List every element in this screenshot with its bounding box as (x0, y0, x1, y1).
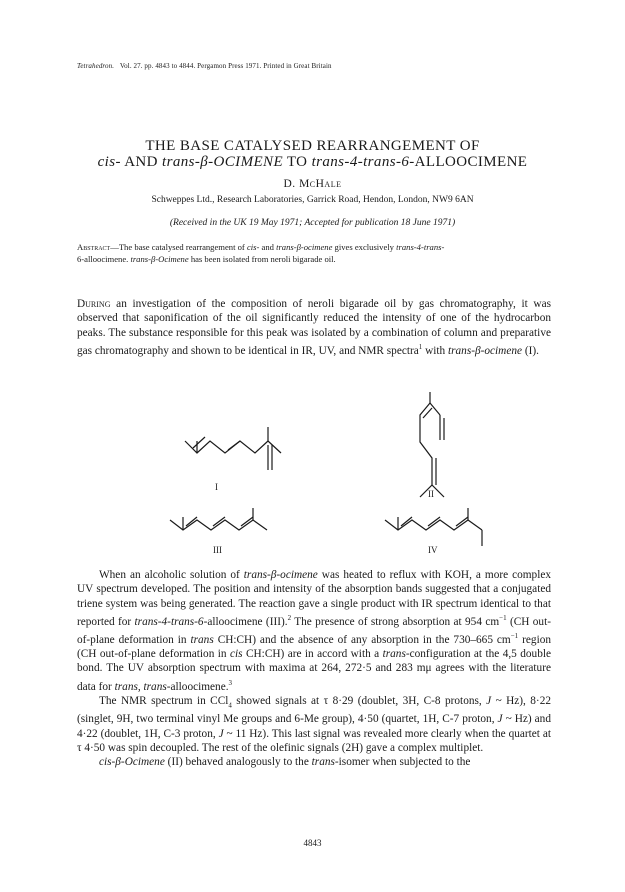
reference-superscript: 3 (228, 678, 233, 687)
author-affiliation: Schweppes Ltd., Research Laboratories, Garrick Road, Hendon, London, NW9 6AN (151, 195, 474, 205)
abstract-text: and (259, 242, 277, 252)
paragraph-italic: trans (190, 633, 214, 646)
abstract-heading: Abstract (77, 242, 111, 252)
journal-citation (77, 62, 332, 70)
subscript: 4 (228, 700, 232, 709)
paragraph-italic: cis (230, 648, 243, 661)
paragraph-text: alloocimene (III). (207, 615, 288, 628)
abstract-cis: cis- (246, 242, 260, 252)
abstract-text: 6-alloocimene. (77, 254, 131, 264)
title-line-2 (40, 154, 585, 171)
structure-II (420, 392, 444, 497)
paragraph-text: with (422, 344, 448, 357)
paragraph-text: region (CH out-of-plane deformation in (77, 633, 552, 661)
author-surname: McHale (299, 178, 342, 190)
abstract (77, 241, 551, 265)
paragraph-text: ~ Hz) and 4·22 (doublet, 1H, C-3 proton, (77, 713, 551, 740)
journal-name: Tetrahedron. (77, 62, 115, 70)
paragraph-italic: trans-4-trans-6- (134, 615, 208, 628)
journal-details: Vol. 27. pp. 4843 to 4844. Pergamon Press 1971. Printed in Great Britain (119, 62, 332, 70)
label-II: II (428, 489, 434, 499)
abstract-text: —The base catalysed rearrangement of (110, 242, 247, 252)
paragraph-text: ~ 11 Hz). This last signal was revealed more clearly when the quartet at τ 4·50 was spin decoupled. The rest of the olefinic signals (2H) gave a complex multiplet. (77, 727, 551, 754)
title-and: AND (120, 154, 163, 170)
abstract-text: gives exclusively (332, 242, 397, 252)
paragraph-italic: J (218, 727, 224, 740)
structure-III (170, 508, 267, 530)
unit-superscript: −1 (510, 631, 519, 640)
paragraph-text: was heated to reflux with KOH, a more complex UV spectrum developed. The position and intensity of the absorption bands suggested that a conjugated triene system was being generated. The reaction gave a single product with IR spectrum identical to that reported for (77, 569, 552, 628)
paragraph-text: -alloocimene. (166, 680, 229, 693)
paragraph-text: The presence of strong absorption at 954 cm (291, 615, 500, 628)
paragraph-italic: cis-β-Ocimene (99, 756, 165, 769)
paragraph-text: showed signals at τ 8·29 (doublet, 3H, C-8 protons, (231, 694, 487, 707)
title-trans-trans: trans-4-trans-6- (311, 154, 415, 170)
label-I: I (215, 482, 218, 492)
abstract-product: trans-4-trans- (396, 242, 445, 252)
paragraph-text: (II) behaved analogously to the (164, 756, 312, 769)
paragraph-italic: J (497, 713, 503, 726)
reference-superscript: 2 (287, 613, 292, 622)
paragraph-text: (I). (522, 344, 539, 357)
abstract-text: has been isolated from neroli bigarade oil. (188, 254, 336, 264)
title-alloocimene: ALLOOCIMENE (414, 154, 528, 170)
paragraph-text: When an alcoholic solution of (99, 569, 244, 581)
abstract-trans: trans-β-ocimene (276, 242, 333, 252)
paragraph-italic: trans (311, 756, 335, 769)
title-line-1: THE BASE CATALYSED REARRANGEMENT OF (145, 138, 480, 154)
received-dates: (Received in the UK 19 May 1971; Accepted for publication 18 June 1971) (169, 218, 456, 228)
reference-superscript: 1 (418, 342, 423, 351)
paragraph-italic: trans, trans (114, 680, 167, 693)
paragraph-text: The NMR spectrum in CCl (99, 694, 229, 707)
paragraph-4 (77, 755, 551, 769)
paragraph-2 (77, 568, 551, 769)
paragraph-text: (CH out-of-plane deformation in (77, 615, 551, 646)
paragraph-text: CH:CH) and the absence of any absorption in the 730–665 cm (213, 633, 511, 646)
paragraph-text: an investigation of the composition of neroli bigarade oil by gas chromatography, it was observed that saponification of the oil significantly reduced the intensity of one of the hydrocarbon peaks. The substance responsible for this peak was isolated by a combination of column and preparative gas chromatography and shown to be identical in IR, UV, and NMR spectra (77, 298, 551, 357)
label-III: III (213, 545, 222, 555)
title-cis: cis- (97, 154, 121, 170)
paragraph-italic: trans-β-ocimene (448, 344, 523, 357)
structure-IV (385, 508, 482, 546)
title-to: TO (283, 154, 312, 170)
page-number: 4843 (303, 838, 322, 848)
author-initial: D. (283, 178, 300, 190)
paragraph-1 (77, 297, 551, 358)
author-name (40, 178, 585, 190)
paragraph-3 (77, 694, 551, 755)
paragraph-italic: trans- (382, 648, 410, 661)
paragraph-text: -isomer when subjected to the (334, 756, 471, 769)
label-IV: IV (428, 545, 438, 555)
paragraph-text: configuration at the 4,5 double bond. The UV absorption spectrum with maxima at 264, 272·5 and 283 mμ agrees with the literature data for (77, 648, 551, 693)
paragraph-italic: J (486, 694, 492, 707)
abstract-trans: trans-β-Ocimene (130, 254, 189, 264)
paragraph-text: ~ Hz), 8·22 (singlet, 9H, two terminal vinyl Me groups and 6-Me group), 4·50 (quartet, 1H, C-7 proton, (77, 694, 551, 726)
title-trans-ocimene: trans-β-OCIMENE (162, 154, 284, 170)
paragraph-text: CH:CH) are in accord with a (242, 648, 383, 661)
paragraph-italic: trans-β-ocimene (243, 569, 318, 581)
paragraph-dropcap: During (77, 298, 111, 310)
structure-I (185, 427, 281, 470)
unit-superscript: −1 (499, 613, 507, 622)
